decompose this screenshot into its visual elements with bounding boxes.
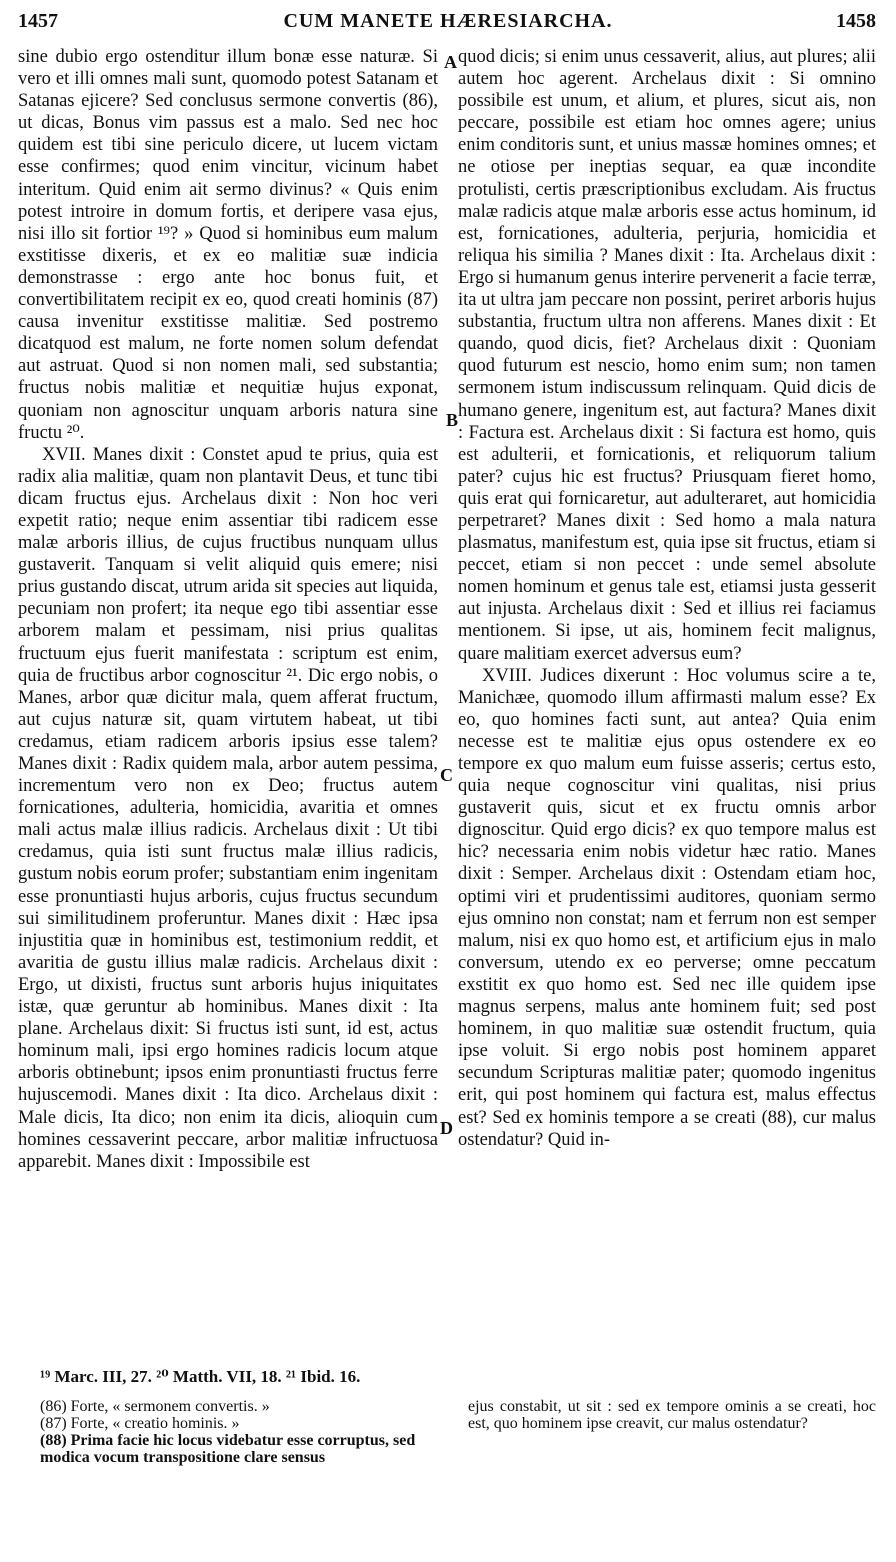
section-marker-c: C [440,765,453,785]
right-paragraph-2: XVIII. Judices dixerunt : Hoc volumus scire a te, Manichæe, quomodo illum affirmasti malum esse? Ex eo, quo homines facti sunt, aut antea? Quia enim necesse est te malitiæ ejus opus ostendere ex eo tempore ex quo malum eum fuisse asseris; certus esto, quia neque cognoscitur vini qualitas, nisi prius gustaverit quis, sicut et ex fructu omnis arbor dignoscitur. Quid ergo dicis? ex quo tempore malus est hic? necessaria enim nobis videtur hæc ratio. Manes dixit : Semper. Archelaus dixit : Ostendam etiam hoc, optimi viri et prudentissimi auditores, quoniam sermo ejus omnino non constat; nam et ferrum non est semper malum, nisi ex quo homo est, et artificium ejus in malo conversum, utendo ex eo perverse; omne peccatum exstitit ex quo homo est. Sed nec ille quidem ipse magnus serpens, malus ante hominem fuit; sed post hominem, in quo malitiæ suæ ostendit fructum, quia ipse voluit. Si ergo nobis post hominem apparet secundum Scripturas malitiæ pater; quomodo ingenitus erit, qui post hominem qui factura est, malus effectus est? Sed ex hominis tempore a se creati (88), cur malus ostendatur? Quid in- [458,665,876,1150]
section-marker-b: B [446,410,459,430]
left-paragraph-1: sine dubio ergo ostenditur illum bonæ esse naturæ. Si vero et illi omnes mali sunt, quomodo potest Satanam et Satanas ejicere? Sed conclusus sermone convertis (86), ut dicas, Bonus vim passus est a malo. Sed nec hoc quidem est tibi sine periculo dicere, ut lucem victam esse confirmes; quod enim vincitur, vicinum habet interitum. Quid enim ait sermo divinus? « Quis enim potest introire in domum fortis, et deripere vasa ejus, nisi illo sit fortior ¹⁹? » Quod si hominibus eum malum exstitisse dixeris, et ex eo malitiæ suæ indicia demonstrasse : ergo ante hoc bonus fuit, et convertibilitatem recipit ex eo, quod creati hominis (87) causa invenitur exstitisse malitiæ. Sed postremo dicatquod est malum, ne forte nomen solum defendat aut astruat. Quod si non nomen mali, sed substantia; fructus nobis malitiæ et nequitiæ hujus exponat, quoniam non agnoscitur unquam arboris natura sine fructu ²⁰. [18,47,438,443]
right-paragraph-1: quod dicis; si enim unus cessaverit, alius, aut plures; alii autem hoc agerent. Archelaus dixit : Si omnino possibile est unum, et alium, et plures, sicut ais, non peccare, possibile est etiam hoc omnes agere; unius enim conditoris sunt, et unius massæ homines omnes; et ne otiose per ineptias sequar, ea quæ incondite protulisti, certis præscriptionibus excludam. Ais fructus malæ radicis atque malæ arboris esse actus hominum, id est, fornicationes, adulteria, perjuria, homicidia et reliqua his similia ? Manes dixit : Ita. Archelaus dixit : Ergo si humanum genus interire pervenerit a facie terræ, ita ut ultra jam peccare non possint, periret arboris hujus substantia, fructum ultra non afferens. Manes dixit : Et quando, quod dicis, fiet? Archelaus dixit : Quoniam quod futurum est nescio, homo enim sum; non tamen sermonem istum indiscussum relinquam. Quid dicis de humano genere, ingenitum est, aut factura? Manes dixit : Factura est. Archelaus dixit : Si factura est homo, quis est adulterii, et fornicationis, et reliquorum talium pater? cujus hic est fructus? Priusquam fieret homo, quis erat qui fornicaretur, aut adulteraret, aut homicidia perpetraret? Manes dixit : Sed homo a mala natura plasmatus, manifestum est, quia ipse sit fructus, etiam si peccet, etiam si non peccet : unde semel absolute nomen hominum et genus tale est, etiamsi justa gesserit aut injusta. Archelaus dixit : Sed et illius rei faciamus mentionem. Si ipse, ut ais, hominem fecit malignus, quare malitiam exercet adversus eum? [458,47,876,664]
page-number-right: 1458 [836,10,876,32]
left-paragraph-2: XVII. Manes dixit : Constet apud te prius, quia est radix alia malitiæ, quam non plantavit Deus, et tunc tibi dicam fructus ejus. Archelaus dixit : Non hoc veri expetit ratio; neque enim assentiar tibi radicem esse malæ arboris illius, de cujus fructibus nunquam ullus gustaverit. Tanquam si velit aliquid quis emere; nisi prius gustando discat, utrum arida sit species aut liquida, pecuniam non profert; ita neque ego tibi assentiar esse arborem malam et pessimam, nisi prius qualitas fructuum ejus fuerit manifestata : scriptum est enim, quia de fructibus arbor cognoscitur ²¹. Dic ergo nobis, o Manes, arbor quæ dicitur mala, quem afferat fructum, aut cujus naturæ sit, quam virtutem habeat, ut tibi credamus, etiam radicem arboris ipsius esse talem? Manes dixit : Radix quidem mala, arbor autem pessima, incrementum vero non ex Deo; fructus autem fornicationes, adulteria, homicidia, avaritia et omnes mali actus malæ illius radicis. Archelaus dixit : Ut tibi credamus, quia isti sunt fructus malæ illius radicis, gustum nobis eorum profer; substantiam enim ingenitam esse pronuntiasti hujus arboris, cujus fructus secundum sui similitudinem proferuntur. Manes dixit : Hæc ipsa injustitia quæ in hominibus est, testimonium reddit, et avaritia de gustu illius malæ radicis. Archelaus dixit : Ergo, ut dixisti, fructus sunt arboris hujus iniquitates istæ, quæ geruntur ab hominibus. Manes dixit : Ita plane. Archelaus dixit: Si fructus isti sunt, id est, actus hominum mali, ipsi ergo homines radicis locum atque arboris obtinebunt; ipsos enim pronuntiasti fructus ferre hujuscemodi. Manes dixit : Ita dico. Archelaus dixit : Male dicis, Ita dico; non enim ita dicis, alioquin cum homines cessaverint peccare, arbor malitiæ infructuosa apparebit. Manes dixit : Impossibile est [18,444,438,1172]
page-number-left: 1457 [18,10,58,32]
footnote-87: (87) Forte, « creatio hominis. » [40,1415,240,1432]
section-marker-a: A [444,52,457,72]
footnote-86: (86) Forte, « sermonem convertis. » [40,1398,270,1415]
right-column [458,46,876,1151]
section-marker-d: D [440,1118,453,1138]
running-title: CUM MANETE HÆRESIARCHA. [283,10,613,32]
left-column [18,46,438,1173]
page-header [0,10,896,40]
footnote-continuation: ejus constabit, ut sit : sed ex tempore ominis a se creati, hoc est, quo hominem ipse creavit, cur malus ostendatur? [468,1398,876,1432]
scripture-references: ¹⁹ Marc. III, 27. ²⁰ Matth. VII, 18. ²¹ Ibid. 16. [40,1367,361,1386]
footnote-88: (88) Prima facie hic locus videbatur esse corruptus, sed modica vocum transpositione clare sensus [40,1432,416,1466]
